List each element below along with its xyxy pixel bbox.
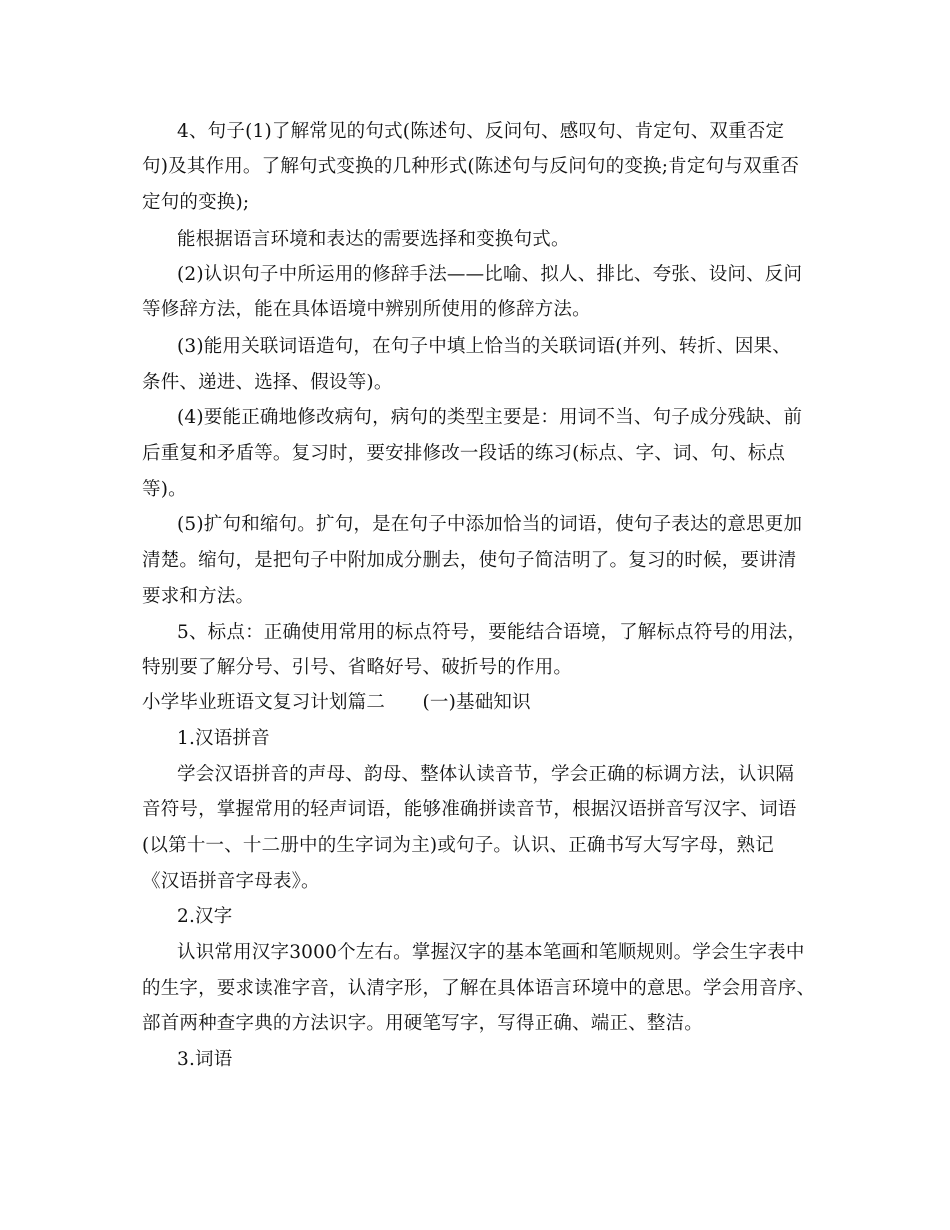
text-line: 条件、递进、选择、假设等)。 bbox=[142, 372, 393, 393]
subheading: 1.汉语拼音 bbox=[177, 728, 270, 749]
text-line: 《汉语拼音字母表》。 bbox=[142, 871, 320, 892]
text-line: (2)认识句子中所运用的修辞手法——比喻、拟人、排比、夸张、设问、反问 bbox=[177, 264, 803, 285]
text-line: 4、句子(1)了解常见的句式(陈述句、反问句、感叹句、肯定句、双重否定 bbox=[177, 121, 785, 142]
text-line: 要求和方法。 bbox=[142, 586, 255, 607]
text-line: (5)扩句和缩句。扩句，是在句子中添加恰当的词语，使句子表达的意思更加 bbox=[177, 514, 803, 535]
text-line: 部首两种查字典的方法识字。用硬笔写字，写得正确、端正、整洁。 bbox=[142, 1013, 704, 1034]
subheading: 2.汉字 bbox=[177, 906, 233, 927]
text-line: 音符号，掌握常用的轻声词语，能够准确拼读音节，根据汉语拼音写汉字、词语 bbox=[142, 799, 797, 820]
text-line: 特别要了解分号、引号、省略好号、破折号的作用。 bbox=[142, 657, 573, 678]
text-line: 句)及其作用。了解句式变换的几种形式(陈述句与反问句的变换;肯定句与双重否 bbox=[142, 156, 800, 177]
text-line: (4)要能正确地修改病句，病句的类型主要是：用词不当、句子成分残缺、前 bbox=[177, 407, 803, 428]
text-line: (3)能用关联词语造句，在句子中填上恰当的关联词语(并列、转折、因果、 bbox=[177, 336, 791, 357]
text-line: 定句的变换); bbox=[142, 192, 250, 213]
subheading: 3.词语 bbox=[177, 1049, 233, 1070]
text-line: 认识常用汉字3000个左右。掌握汉字的基本笔画和笔顺规则。学会生字表中 bbox=[177, 942, 805, 963]
text-line: 后重复和矛盾等。复习时，要安排修改一段话的练习(标点、字、词、句、标点 bbox=[142, 443, 786, 464]
text-line: 等)。 bbox=[142, 479, 187, 500]
text-line: 等修辞方法，能在具体语境中辨别所使用的修辞方法。 bbox=[142, 299, 591, 320]
text-line: (以第十一、十二册中的生字词为主)或句子。认识、正确书写大写字母，熟记 bbox=[142, 835, 774, 856]
text-line: 的生字，要求读准字音，认清字形，了解在具体语言环境中的意思。学会用音序、 bbox=[142, 978, 816, 999]
text-line: 学会汉语拼音的声母、韵母、整体认读音节，学会正确的标调方法，认识隔 bbox=[177, 764, 795, 785]
section-heading: 小学毕业班语文复习计划篇二 (一)基础知识 bbox=[142, 692, 531, 713]
text-line: 清楚。缩句，是把句子中附加成分删去，使句子简洁明了。复习的时候，要讲清 bbox=[142, 550, 797, 571]
text-line: 5、标点：正确使用常用的标点符号，要能结合语境，了解标点符号的用法， bbox=[177, 622, 807, 643]
text-line: 能根据语言环境和表达的需要选择和变换句式。 bbox=[177, 229, 570, 250]
